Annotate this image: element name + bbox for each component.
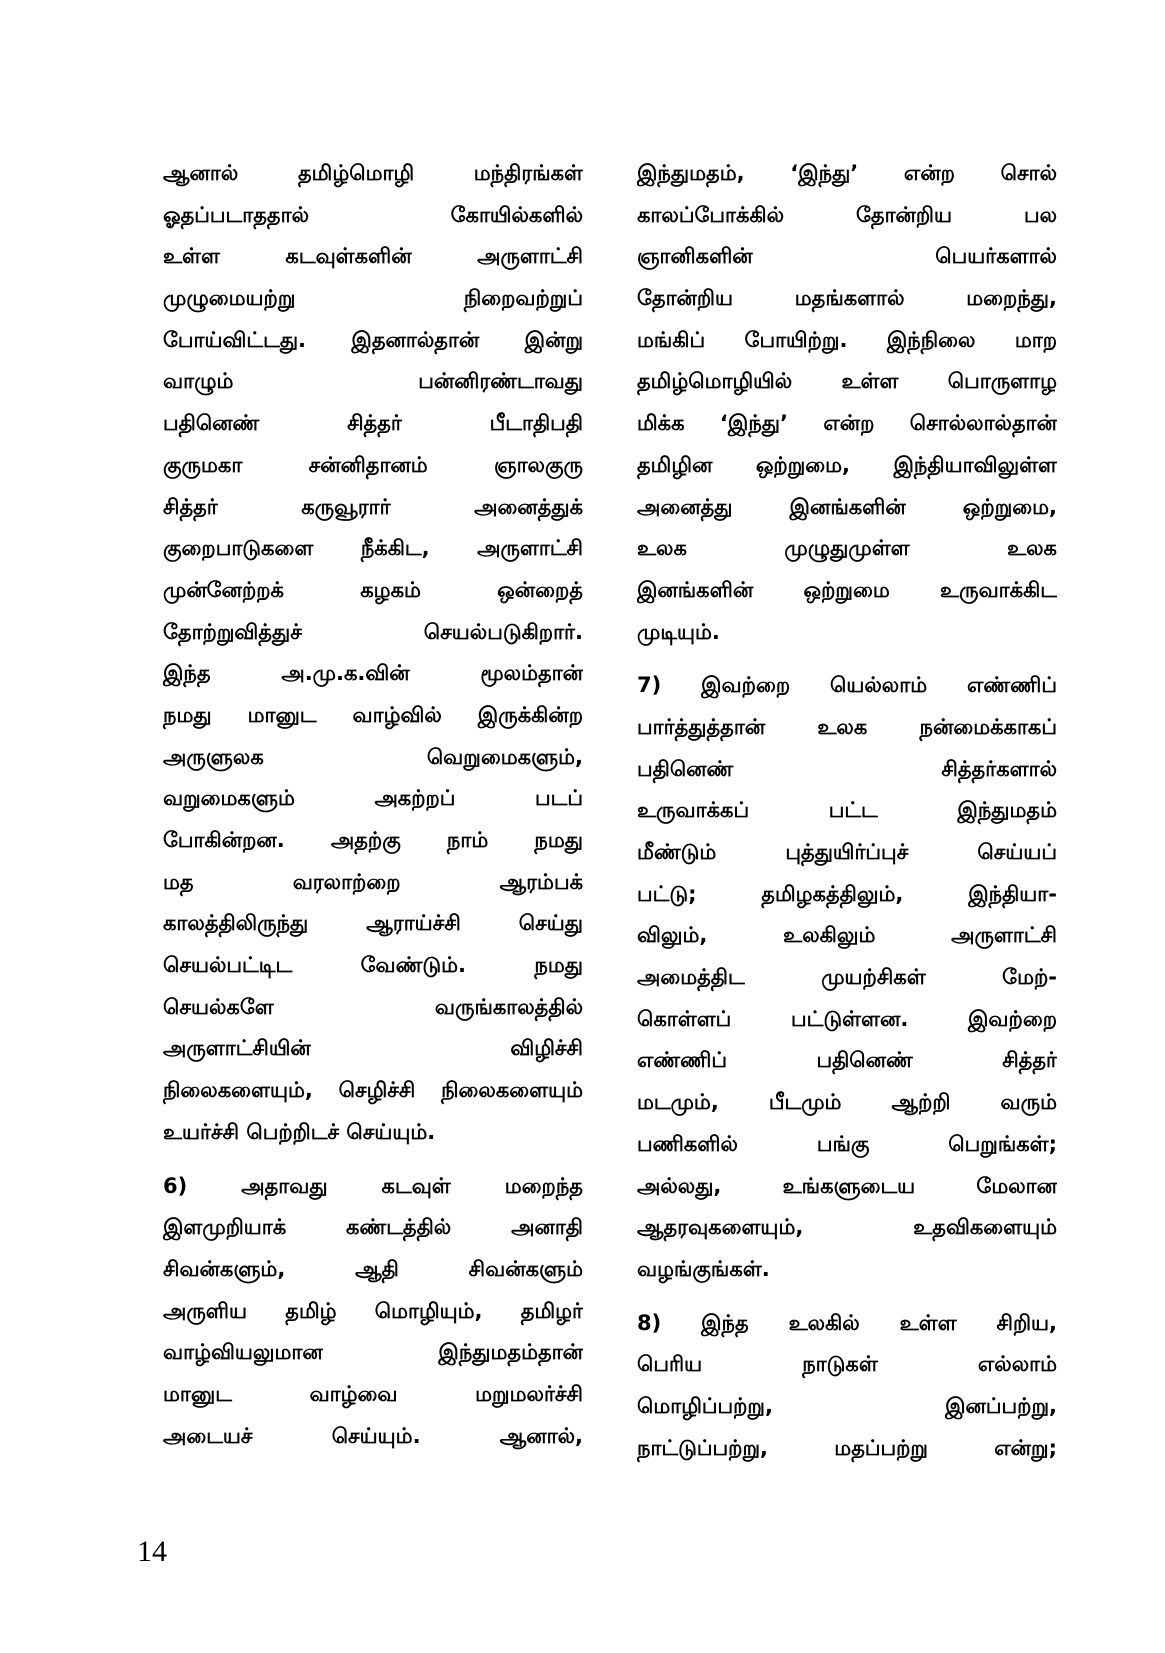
paragraph <box>637 153 1057 653</box>
text-line: காலப்போக்கில் தோன்றிய பல <box>637 202 1057 227</box>
text-line: முடியும். <box>637 619 720 644</box>
text-line: மடமும், பீடமும் ஆற்றி வரும் <box>637 1090 1057 1115</box>
paragraph-gap <box>637 653 1057 665</box>
text-line: பதினெண் சித்தர் பீடாதிபதி <box>163 411 583 436</box>
text-line: குறைபாடுகளை நீக்கிட, அருளாட்சி <box>163 536 583 561</box>
text-line: மத வரலாற்றை ஆரம்பக் <box>163 869 583 894</box>
text-line: அடையச் செய்யும். ஆனால், <box>163 1423 583 1448</box>
text-line: அல்லது, உங்களுடைய மேலான <box>637 1173 1057 1198</box>
text-line: ஆனால் தமிழ்மொழி மந்திரங்கள் <box>163 161 583 185</box>
text-line: மிக்க ‘இந்து’ என்ற சொல்லால்தான் <box>637 411 1057 436</box>
text-line: முன்னேற்றக் கழகம் ஒன்றைத் <box>163 577 583 602</box>
text-line: பணிகளில் பங்கு பெறுங்கள்; <box>637 1131 1057 1156</box>
text-line: நமது மானுட வாழ்வில் இருக்கின்ற <box>163 702 583 727</box>
text-line: இனங்களின் ஒற்றுமை உருவாக்கிட <box>637 577 1057 602</box>
text-line: பதினெண் சித்தர்களால் <box>637 756 1057 781</box>
text-line: உருவாக்கப் பட்ட இந்துமதம் <box>637 798 1057 823</box>
text-line: அமைத்திட முயற்சிகள் மேற்- <box>637 965 1057 990</box>
text-line: பெரிய நாடுகள் எல்லாம் <box>637 1352 1057 1377</box>
text-line: ஆதரவுகளையும், உதவிகளையும் <box>637 1215 1057 1240</box>
text-line: எண்ணிப் பதினெண் சித்தர் <box>637 1048 1057 1073</box>
text-line: செயல்களே வருங்காலத்தில் <box>163 994 583 1019</box>
text-line: இந்துமதம், ‘இந்து’ என்ற சொல் <box>637 161 1057 185</box>
text-line: வாழ்வியலுமான இந்துமதம்தான் <box>163 1340 583 1365</box>
text-line: காலத்திலிருந்து ஆராய்ச்சி செய்து <box>163 911 583 936</box>
text-line: நாட்டுப்பற்று, மதப்பற்று என்று; <box>637 1435 1057 1460</box>
text-line: வறுமைகளும் அகற்றப் படப் <box>163 786 583 811</box>
text-line: தோன்றிய மதங்களால் மறைந்து, <box>637 286 1057 311</box>
text-line: அனைத்து இனங்களின் ஒற்றுமை, <box>637 494 1057 519</box>
text-line: பட்டு; தமிழகத்திலும், இந்தியா- <box>637 881 1057 906</box>
text-line: ஓதப்படாததால் கோயில்களில் <box>163 202 583 227</box>
text-line: உயர்ச்சி பெற்றிடச் செய்யும். <box>163 1119 436 1144</box>
text-line: மீண்டும் புத்துயிர்ப்புச் செய்யப் <box>637 840 1057 864</box>
text-line: வழங்குங்கள். <box>637 1256 770 1281</box>
text-line: மொழிப்பற்று, இனப்பற்று, <box>637 1393 1057 1418</box>
text-line: தமிழின ஒற்றுமை, இந்தியாவிலுள்ள <box>637 452 1057 477</box>
paragraph <box>637 1303 1057 1470</box>
text-line: முழுமையற்று நிறைவற்றுப் <box>163 286 583 311</box>
text-line: நிலைகளையும், செழிச்சி நிலைகளையும் <box>163 1078 583 1103</box>
paragraph-gap <box>163 1154 583 1166</box>
text-line: இந்த அ.மு.க.வின் மூலம்தான் <box>163 661 583 686</box>
paragraph <box>163 153 583 1154</box>
text-line: உலக முழுதுமுள்ள உலக <box>637 536 1057 561</box>
text-line: அருளுலக வெறுமைகளும், <box>163 744 583 769</box>
paragraph-gap <box>637 1291 1057 1303</box>
text-line: மானுட வாழ்வை மறுமலர்ச்சி <box>163 1381 583 1406</box>
text-line: இளமுறியாக் கண்டத்தில் அனாதி <box>163 1215 583 1240</box>
text-line: கொள்ளப் பட்டுள்ளன. இவற்றை <box>637 1006 1057 1031</box>
page-number: 14 <box>137 1535 167 1568</box>
text-line: போய்விட்டது. இதனால்தான் இன்று <box>163 327 583 352</box>
paragraph <box>637 665 1057 1290</box>
left-column <box>163 153 583 1457</box>
text-line: தமிழ்மொழியில் உள்ள பொருளாழ <box>637 369 1057 394</box>
text-line: போகின்றன. அதற்கு நாம் நமது <box>163 828 583 852</box>
text-line: குருமகா சன்னிதானம் ஞாலகுரு <box>163 452 583 477</box>
text-line: சித்தர் கருவூரார் அனைத்துக் <box>163 494 583 519</box>
paragraph <box>163 1166 583 1458</box>
text-line: சிவன்களும், ஆதி சிவன்களும் <box>163 1256 583 1281</box>
text-line: ஞானிகளின் பெயர்களால் <box>637 244 1057 269</box>
text-line: விலும், உலகிலும் அருளாட்சி <box>637 923 1057 948</box>
text-line: அருளிய தமிழ் மொழியும், தமிழர் <box>163 1298 583 1323</box>
right-column <box>637 153 1057 1469</box>
text-line: தோற்றுவித்துச் செயல்படுகிறார். <box>163 619 583 644</box>
text-line: மங்கிப் போயிற்று. இந்நிலை மாற <box>637 327 1057 352</box>
text-line: வாழும் பன்னிரண்டாவது <box>163 369 583 394</box>
text-line: செயல்பட்டிட வேண்டும். நமது <box>163 953 583 978</box>
text-line: உள்ள கடவுள்களின் அருளாட்சி <box>163 244 583 269</box>
text-line: 6) அதாவது கடவுள் மறைந்த <box>163 1173 583 1198</box>
text-line: 7) இவற்றை யெல்லாம் எண்ணிப் <box>637 673 1057 698</box>
text-line: அருளாட்சியின் விழிச்சி <box>163 1036 583 1061</box>
text-line: பார்த்துத்தான் உலக நன்மைக்காகப் <box>637 714 1057 739</box>
text-line: 8) இந்த உலகில் உள்ள சிறிய, <box>637 1310 1057 1335</box>
